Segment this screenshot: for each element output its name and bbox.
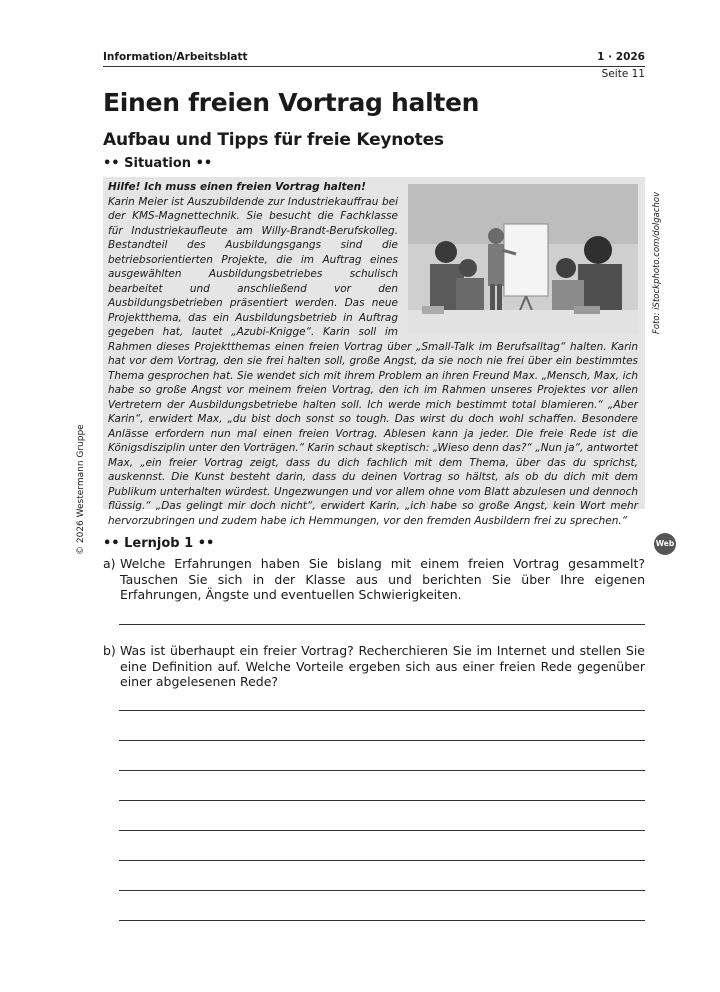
answer-line[interactable] [119,830,645,831]
copyright-note: © 2026 Westermann Gruppe [76,424,86,555]
situation-text-block [108,180,662,528]
page-subtitle: Aufbau und Tipps für freie Keynotes [103,130,444,150]
web-badge[interactable]: Web [654,533,676,555]
answer-line[interactable] [119,624,645,625]
header-rule [103,66,645,67]
situation-box [103,177,662,527]
lernjob-heading: •• Lernjob 1 •• [103,536,215,551]
answer-line[interactable] [119,890,645,891]
header-left: Information/Arbeitsblatt [103,51,248,63]
situation-photo [408,184,662,334]
header-right: 1 · 2026 [597,51,645,63]
page-number: Seite 11 [601,68,645,80]
answer-line[interactable] [119,860,645,861]
answer-line[interactable] [119,920,645,921]
question-b-letter: b) [103,643,116,658]
answer-line[interactable] [119,740,645,741]
question-b [103,643,645,690]
answer-line[interactable] [119,770,645,771]
question-a-text: Welche Erfahrungen haben Sie bislang mit einem freien Vortrag gesammelt? Tauschen Sie sich in der Klasse aus und berichten Sie über Ihre eigenen Erfahrungen, Ängste und eventuellen Schwierigkeiten. [120,556,645,602]
situation-heading: •• Situation •• [103,156,213,171]
question-a [103,556,645,603]
question-a-letter: a) [103,556,116,571]
situation-lead: Hilfe! Ich muss einen freien Vortrag halten! [108,181,366,193]
presentation-photo [408,184,638,334]
photo-credit-strip [638,184,662,334]
photo-credit: Foto: iStockphoto.com/dolgachov [652,191,662,334]
answer-line[interactable] [119,800,645,801]
question-b-text: Was ist überhaupt ein freier Vortrag? Recherchieren Sie im Internet und stellen Sie eine Definition auf. Welche Vorteile ergeben sich aus einer freien Rede gegenüber einer abgelesenen Rede? [120,643,645,689]
page-title: Einen freien Vortrag halten [103,88,480,117]
situation-text: Karin Meier ist Auszubildende zur Industriekauffrau bei der KMS-Magnettechnik. Sie besucht die Fachklasse für Industriekaufleute am Willy-Brandt-Berufskolleg. Bestandteil des Ausbildungsgangs sind die betriebsorientierten Projekte, die im Auftrag eines ausgewählten Ausbildungsbetriebes schulisch bearbeitet und anschließend vor den Ausbildungsbetrieben präsentiert werden. Das neue Projektthema, das ein Ausbildungsbetrieb in Auftrag gegeben hat, lautet „Azubi-Knigge“. Karin soll im Rahmen dieses Projektthemas einen freien Vortrag über „Small-Talk im Berufsalltag“ halten. Karin hat vor dem Vortrag, den sie frei halten soll, große Angst, da sie noch nie frei über ein bestimmtes Thema gesprochen hat. Sie wendet sich mit ihrem Problem an ihren Freund Max. „Mensch, Max, ich habe so große Angst vor meinem freien Vortrag, den ich im Rahmen unseres Projektes vor allen Vertretern der Ausbildungsbetriebe halten soll. Ich werde mich bestimmt total blamieren.“ „Aber Karin“, erwidert Max, „du bist doch sonst so tough. Das wirst du doch wohl schaffen. Besondere Anlässe erfordern nun mal einen freien Vortrag. Ablesen kann ja jeder. Die freie Rede ist die Königsdisziplin unter den Vorträgen.“ Karin schaut skeptisch: „Wieso denn das?“ „Nun ja“, antwortet Max, „ein freier Vortrag zeigt, dass du dich fachlich mit dem Thema, über das du sprichst, auskennst. Die Kunst besteht darin, dass du deinen Vortrag so hältst, als ob du dich mit dem Publikum unterhalten würdest. Ungezwungen und vor allem ohne vom Blatt abzulesen und dennoch flüssig.“ „Das gelingt mir doch nicht“, erwidert Karin, „ich habe so große Angst, kein Wort mehr hervorzubringen und zudem habe ich Hemmungen, vor den fremden Ausbildern frei zu sprechen.“ [108,195,638,527]
answer-line[interactable] [119,710,645,711]
